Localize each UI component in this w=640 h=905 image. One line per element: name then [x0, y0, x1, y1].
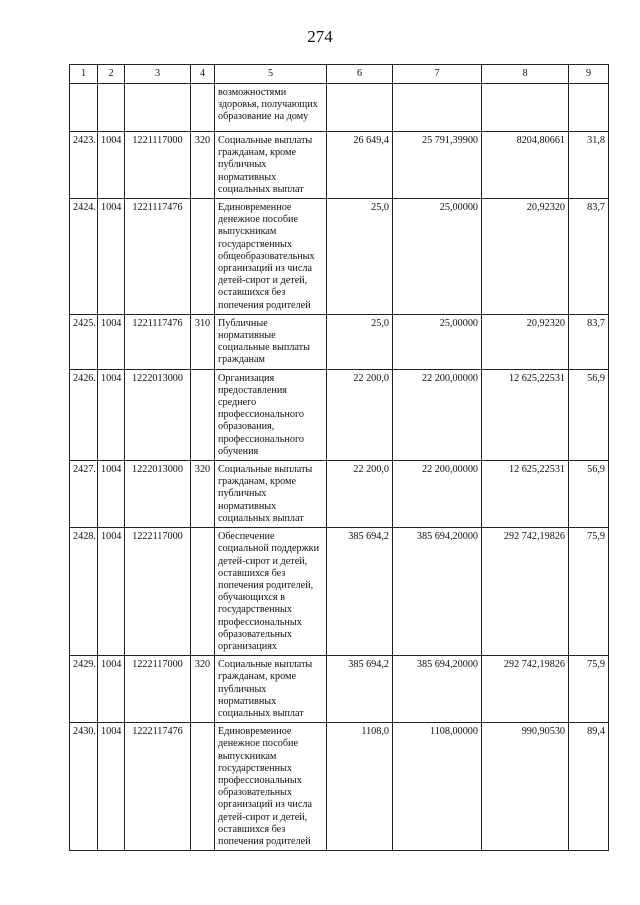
refined-amount: 25,00000	[393, 314, 482, 369]
item-name: Социальные выплаты гражданам, кроме публичных нормативных социальных выплат	[215, 656, 327, 723]
target-code	[125, 84, 191, 132]
plan-amount	[327, 84, 393, 132]
refined-amount: 22 200,00000	[393, 369, 482, 460]
item-name: Единовременное денежное пособие выпускникам государственных профессиональных образовательных организаций из числа детей-сирот и детей, оставшихся без попечения родителей	[215, 723, 327, 851]
expense-type	[191, 723, 215, 851]
plan-amount: 25,0	[327, 314, 393, 369]
expense-type	[191, 528, 215, 656]
execution-percent	[569, 84, 609, 132]
refined-amount: 385 694,20000	[393, 528, 482, 656]
expense-type: 320	[191, 132, 215, 199]
section-code: 1004	[98, 132, 125, 199]
execution-percent: 75,9	[569, 528, 609, 656]
executed-amount	[482, 84, 569, 132]
target-code: 1221117476	[125, 314, 191, 369]
expense-type	[191, 199, 215, 315]
row-number: 2427.	[70, 461, 98, 528]
row-number: 2428.	[70, 528, 98, 656]
execution-percent: 56,9	[569, 461, 609, 528]
item-name: Публичные нормативные социальные выплаты гражданам	[215, 314, 327, 369]
header-cell: 2	[98, 65, 125, 84]
target-code: 1222117000	[125, 656, 191, 723]
budget-table	[69, 64, 609, 851]
plan-amount: 26 649,4	[327, 132, 393, 199]
section-code: 1004	[98, 723, 125, 851]
refined-amount: 1108,00000	[393, 723, 482, 851]
table-row	[70, 132, 609, 199]
refined-amount: 25,00000	[393, 199, 482, 315]
expense-type: 320	[191, 461, 215, 528]
refined-amount: 25 791,39900	[393, 132, 482, 199]
header-cell: 4	[191, 65, 215, 84]
section-code: 1004	[98, 656, 125, 723]
target-code: 1221117000	[125, 132, 191, 199]
executed-amount: 990,90530	[482, 723, 569, 851]
row-number	[70, 84, 98, 132]
table-row	[70, 369, 609, 460]
expense-type: 320	[191, 656, 215, 723]
plan-amount: 385 694,2	[327, 656, 393, 723]
executed-amount: 12 625,22531	[482, 369, 569, 460]
executed-amount: 12 625,22531	[482, 461, 569, 528]
row-number: 2423.	[70, 132, 98, 199]
plan-amount: 22 200,0	[327, 369, 393, 460]
item-name: Социальные выплаты гражданам, кроме публичных нормативных социальных выплат	[215, 132, 327, 199]
table-row	[70, 723, 609, 851]
expense-type	[191, 369, 215, 460]
table-row	[70, 461, 609, 528]
header-cell: 7	[393, 65, 482, 84]
table-row	[70, 199, 609, 315]
executed-amount: 20,92320	[482, 314, 569, 369]
executed-amount: 292 742,19826	[482, 528, 569, 656]
table-row	[70, 314, 609, 369]
execution-percent: 75,9	[569, 656, 609, 723]
header-cell: 9	[569, 65, 609, 84]
expense-type: 310	[191, 314, 215, 369]
target-code: 1222117000	[125, 528, 191, 656]
row-number: 2424.	[70, 199, 98, 315]
header-cell: 1	[70, 65, 98, 84]
execution-percent: 83,7	[569, 199, 609, 315]
section-code: 1004	[98, 199, 125, 315]
item-name: Социальные выплаты гражданам, кроме публичных нормативных социальных выплат	[215, 461, 327, 528]
header-cell: 3	[125, 65, 191, 84]
item-name: возможностями здоровья, получающих образование на дому	[215, 84, 327, 132]
refined-amount: 385 694,20000	[393, 656, 482, 723]
executed-amount: 8204,80661	[482, 132, 569, 199]
row-number: 2426.	[70, 369, 98, 460]
plan-amount: 22 200,0	[327, 461, 393, 528]
execution-percent: 56,9	[569, 369, 609, 460]
executed-amount: 292 742,19826	[482, 656, 569, 723]
section-code: 1004	[98, 369, 125, 460]
target-code: 1222117476	[125, 723, 191, 851]
row-number: 2429.	[70, 656, 98, 723]
header-cell: 5	[215, 65, 327, 84]
item-name: Обеспечение социальной поддержки детей-сирот и детей, оставшихся без попечения родителей, обучающихся в государственных профессиональных образовательных организациях	[215, 528, 327, 656]
section-code: 1004	[98, 314, 125, 369]
header-cell: 8	[482, 65, 569, 84]
execution-percent: 83,7	[569, 314, 609, 369]
section-code: 1004	[98, 528, 125, 656]
plan-amount: 1108,0	[327, 723, 393, 851]
header-cell: 6	[327, 65, 393, 84]
page-number: 274	[307, 27, 333, 46]
execution-percent: 31,8	[569, 132, 609, 199]
refined-amount	[393, 84, 482, 132]
table-row	[70, 656, 609, 723]
item-name: Организация предоставления среднего профессионального образования, профессионального обучения	[215, 369, 327, 460]
refined-amount: 22 200,00000	[393, 461, 482, 528]
plan-amount: 25,0	[327, 199, 393, 315]
header-row	[70, 65, 609, 84]
table-row	[70, 528, 609, 656]
table-row	[70, 84, 609, 132]
target-code: 1221117476	[125, 199, 191, 315]
expense-type	[191, 84, 215, 132]
executed-amount: 20,92320	[482, 199, 569, 315]
target-code: 1222013000	[125, 461, 191, 528]
target-code: 1222013000	[125, 369, 191, 460]
section-code: 1004	[98, 461, 125, 528]
plan-amount: 385 694,2	[327, 528, 393, 656]
item-name: Единовременное денежное пособие выпускникам государственных общеобразовательных организаций из числа детей-сирот и детей, оставшихся без попечения родителей	[215, 199, 327, 315]
row-number: 2425.	[70, 314, 98, 369]
row-number: 2430.	[70, 723, 98, 851]
execution-percent: 89,4	[569, 723, 609, 851]
section-code	[98, 84, 125, 132]
